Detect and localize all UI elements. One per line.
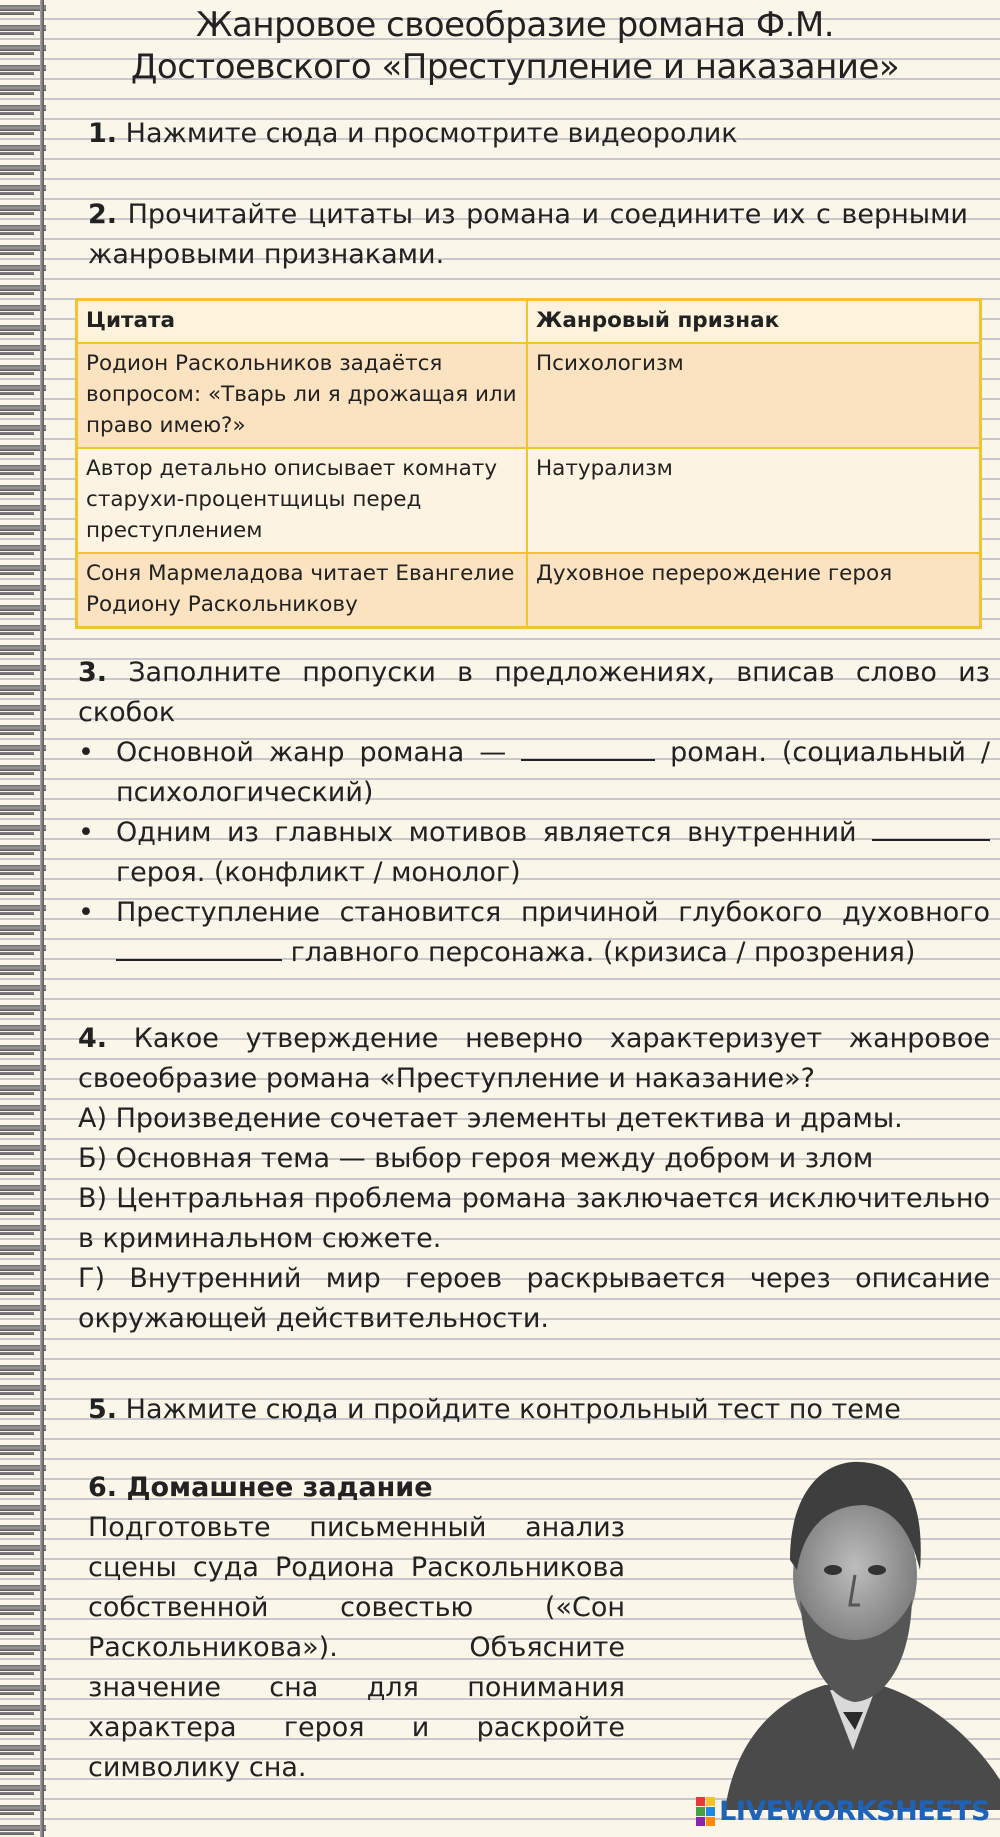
table-row xyxy=(77,553,981,628)
quotes-table xyxy=(75,298,982,629)
option-c[interactable]: В) Центральная проблема романа заключается исключительно в криминальном сюжете. xyxy=(78,1183,990,1254)
task-1-video-link[interactable]: 1. Нажмите сюда и просмотрите видеоролик xyxy=(88,118,738,149)
list-item: • Основной жанр романа — роман. (социальный / психологический) xyxy=(78,733,990,813)
genre-cell[interactable]: Духовное перерождение героя xyxy=(527,553,980,628)
list-item: • Одним из главных мотивов является внутренний героя. (конфликт / монолог) xyxy=(78,813,990,893)
option-b[interactable]: Б) Основная тема — выбор героя между добром и злом xyxy=(78,1143,874,1174)
page-title: Жанровое своеобразие романа Ф.М. Достоевского «Преступление и наказание» xyxy=(130,5,900,87)
quote-cell: Родион Раскольников задаётся вопросом: «Тварь ли я дрожащая или право имею?» xyxy=(77,343,528,448)
list-item: • Преступление становится причиной глубокого духовного главного персонажа. (кризиса / прозрения) xyxy=(78,897,990,968)
genre-cell[interactable]: Натурализм xyxy=(527,448,980,553)
option-d[interactable]: Г) Внутренний мир героев раскрывается через описание окружающей действительности. xyxy=(78,1263,990,1334)
table-row xyxy=(77,448,981,553)
quote-cell: Соня Мармеладова читает Евангелие Родиону Раскольникову xyxy=(77,553,528,628)
spiral-binding xyxy=(0,0,62,1837)
author-portrait xyxy=(705,1450,1000,1810)
table-row xyxy=(77,343,981,448)
task-3-list xyxy=(78,733,990,973)
liveworksheets-logo[interactable]: LIVEWORKSHEETS xyxy=(696,1796,990,1827)
task-5-test-link[interactable]: 5. Нажмите сюда и пройдите контрольный тест по теме xyxy=(88,1394,901,1425)
genre-cell[interactable]: Психологизм xyxy=(527,343,980,448)
task-6-heading: 6. Домашнее задание xyxy=(88,1472,433,1503)
blank-input[interactable] xyxy=(872,813,990,841)
table-header-row: Цитата Жанровый признак xyxy=(77,300,981,344)
option-a[interactable]: А) Произведение сочетает элементы детектива и драмы. xyxy=(78,1103,903,1134)
blank-input[interactable] xyxy=(116,933,282,961)
quote-cell: Автор детально описывает комнату старухи-процентщицы перед преступлением xyxy=(77,448,528,553)
task-2: 2. Прочитайте цитаты из романа и соедините их с верными жанровыми признаками. xyxy=(88,199,968,270)
task-4: 4. Какое утверждение неверно характеризует жанровое своеобразие романа «Преступление и наказание»? А) Произведение сочетает элементы детектива и драмы. Б) Основная тема — выбор героя между добром и злом В) Центральная проблема романа заключается исключительно в криминальном сюжете. Г) Внутренний мир героев раскрывается через описание окружающей действительности. xyxy=(78,1019,990,1339)
task-3: 3. Заполните пропуски в предложениях, вписав слово из скобок xyxy=(78,657,990,728)
task-6-text: Подготовьте письменный анализ сцены суда Родиона Раскольникова собственной совестью («Сон Раскольникова»). Объясните значение сна для понимания характера героя и раскройте символику сна. xyxy=(88,1512,625,1783)
logo-icon xyxy=(696,1797,715,1826)
blank-input[interactable] xyxy=(521,733,655,761)
